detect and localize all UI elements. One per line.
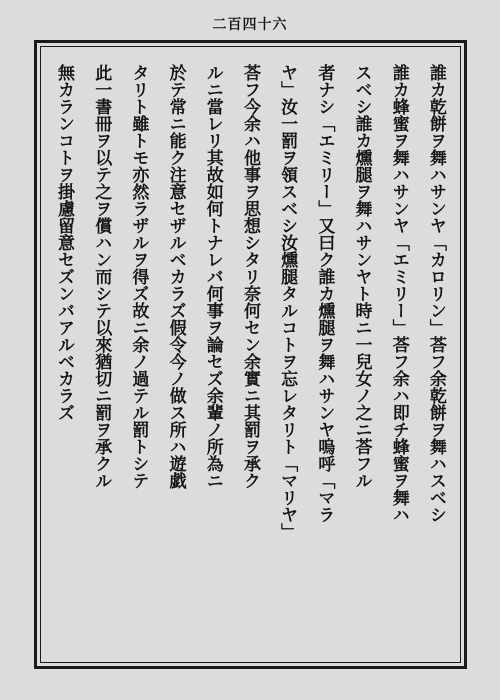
text-column: スベシ誰カ燻腿ヲ舞ハサンヤト時ニ一兒女ノ之ニ荅フル: [351, 64, 372, 489]
text-column: 誰カ蜂蜜ヲ舞ハサンヤ「エミリー」荅フ余ハ即チ蜂蜜ヲ舞ハ: [388, 64, 409, 523]
vertical-text-body: [52, 64, 448, 654]
text-column: 無カランコトヲ掛慮留意セズンバアルベカラズ: [54, 64, 74, 421]
text-column: ルニ當レリ其故如何トナレバ何事ヲ論セズ余輩ノ所為ニ: [202, 64, 223, 489]
text-column: 誰カ乾餅ヲ舞ハサンヤ「カロリン」荅フ余乾餅ヲ舞ハスベシ: [425, 64, 446, 523]
text-column: タリト雖トモ亦然ラザルヲ得ズ故ニ余ノ過テル罰トシテ: [128, 64, 149, 489]
text-column: 荅フ今余ハ他事ヲ思想シタリ奈何セン余實ニ其罰ヲ承ク: [239, 64, 260, 489]
text-column: 此一書冊ヲ以テ之ヲ償ハン而シテ以來猶切ニ罰ヲ承クル: [91, 64, 112, 489]
text-column: ヤ」汝一罰ヲ領スベシ汝燻腿タルコトヲ忘レタリト「マリヤ」: [277, 64, 298, 540]
text-column: 於テ常ニ能ク注意セザルベカラズ假令今ノ做ス所ハ遊戯: [165, 64, 186, 489]
text-column: 者ナシ「エミリー」又曰ク誰カ燻腿ヲ舞ハサンヤ嗚呼「マラ: [314, 64, 335, 523]
page-number: 二百四十六: [212, 17, 288, 33]
